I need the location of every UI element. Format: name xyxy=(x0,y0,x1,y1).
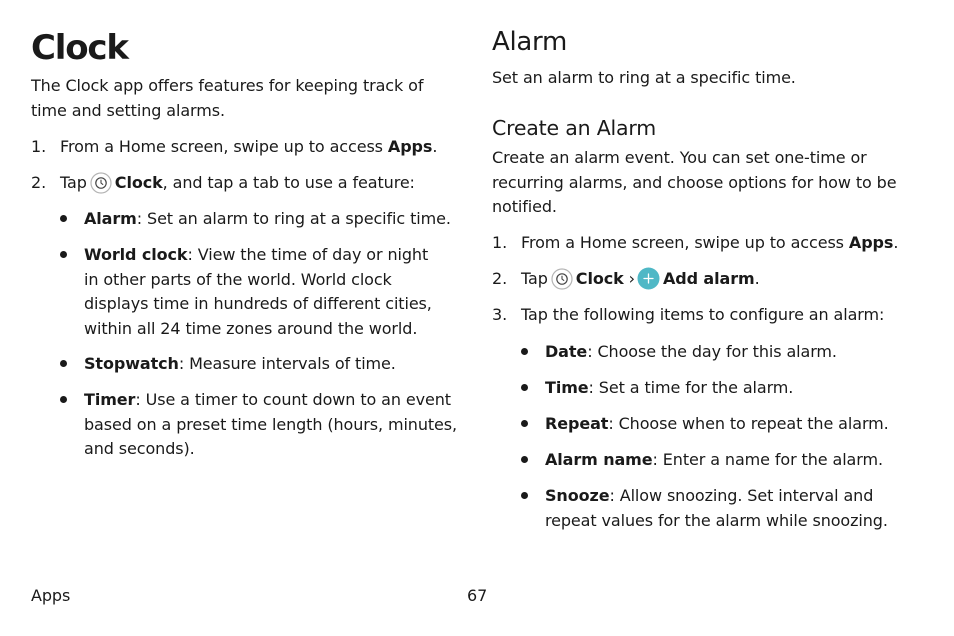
list-item: Timer: Use a timer to count down to an event based on a preset time length (hours, minutes, and seconds). xyxy=(84,390,458,458)
create-alarm-intro: Create an alarm event. You can set one-time or recurring alarms, and choose options for how to be notified. xyxy=(492,148,897,216)
step-number: 1. xyxy=(492,233,508,252)
list-item: Snooze: Allow snoozing. Set interval and repeat values for the alarm while snoozing. xyxy=(545,486,888,530)
bullet-icon xyxy=(60,251,67,258)
clock-app-icon xyxy=(551,268,573,290)
page-title-alarm: Alarm xyxy=(492,27,568,57)
step-number: 3. xyxy=(492,305,508,324)
step-text: From a Home screen, swipe up to access Apps. xyxy=(60,137,438,156)
alarm-intro: Set an alarm to ring at a specific time. xyxy=(492,68,796,87)
page-number: 67 xyxy=(467,586,488,605)
bullet-icon xyxy=(521,348,528,355)
step-text: From a Home screen, swipe up to access Apps. xyxy=(521,233,899,252)
bullet-icon xyxy=(60,396,67,403)
step-number: 2. xyxy=(31,173,47,192)
step-text: Tap Clock, and tap a tab to use a feature: xyxy=(60,173,415,192)
bullet-icon xyxy=(521,384,528,391)
list-item: Alarm name: Enter a name for the alarm. xyxy=(545,450,883,469)
clock-intro: The Clock app offers features for keeping track of time and setting alarms. xyxy=(31,76,424,120)
list-item: Stopwatch: Measure intervals of time. xyxy=(84,354,396,373)
step-number: 1. xyxy=(31,137,47,156)
list-item: Repeat: Choose when to repeat the alarm. xyxy=(545,414,889,433)
list-item: Date: Choose the day for this alarm. xyxy=(545,342,837,361)
list-item: Time: Set a time for the alarm. xyxy=(545,378,794,397)
list-item: World clock: View the time of day or night in other parts of the world. World clock displays time in hundreds of different cities, within all 24 time zones around the world. xyxy=(84,245,432,338)
section-heading-create-alarm: Create an Alarm xyxy=(492,116,657,140)
list-item: Alarm: Set an alarm to ring at a specific time. xyxy=(84,209,451,228)
bullet-icon xyxy=(60,360,67,367)
footer-section-label: Apps xyxy=(31,586,71,605)
bullet-icon xyxy=(60,215,67,222)
step-text: Tap the following items to configure an alarm: xyxy=(521,305,885,324)
bullet-icon xyxy=(521,456,528,463)
add-circle-icon xyxy=(637,267,660,290)
page-title-clock: Clock xyxy=(31,28,128,68)
bullet-icon xyxy=(521,420,528,427)
step-text: Tap Clock › Add alarm. xyxy=(521,269,760,288)
clock-app-icon xyxy=(90,172,112,194)
bullet-icon xyxy=(521,492,528,499)
chevron-right-icon: › xyxy=(628,269,635,288)
step-number: 2. xyxy=(492,269,508,288)
